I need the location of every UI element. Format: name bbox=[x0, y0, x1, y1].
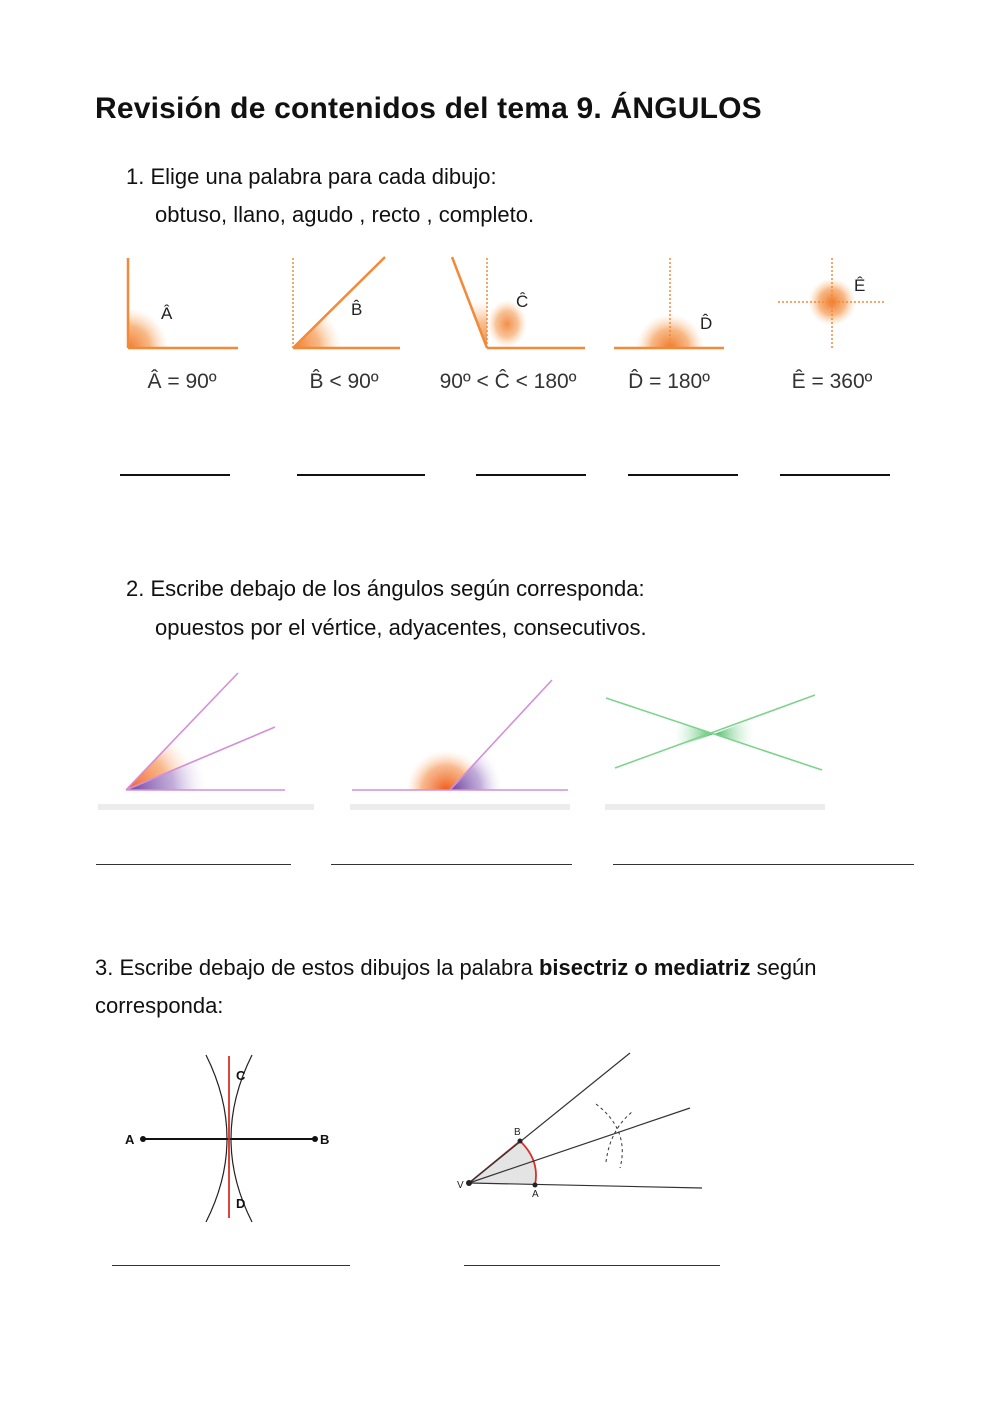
angle-e-formula: Ê = 360º bbox=[791, 370, 873, 393]
question-3-text-before: 3. Escribe debajo de estos dibujos la palabra bbox=[95, 955, 539, 980]
point-a-label: A bbox=[125, 1132, 135, 1147]
question-2-text: 2. Escribe debajo de los ángulos según corresponda: bbox=[126, 576, 645, 601]
angle-b-label: B̂ bbox=[351, 300, 363, 319]
point-d-label: D bbox=[236, 1196, 246, 1211]
point-b2-label: B bbox=[514, 1127, 521, 1138]
answer-blank-mediatrix[interactable] bbox=[112, 1265, 350, 1266]
point-a2-label: A bbox=[532, 1189, 539, 1200]
answer-blank-bisector[interactable] bbox=[464, 1265, 720, 1266]
angle-a-label: Â bbox=[161, 304, 173, 323]
page-title: Revisión de contenidos del tema 9. ÁNGULOS bbox=[95, 92, 762, 125]
angle-d-label: D̂ bbox=[700, 314, 713, 333]
question-3-text-after: según bbox=[750, 955, 817, 980]
point-v-label: V bbox=[457, 1180, 464, 1191]
question-1-options: obtuso, llano, agudo , recto , completo. bbox=[155, 202, 535, 227]
angle-d-formula: D̂ = 180º bbox=[628, 370, 710, 393]
point-b-label: B bbox=[320, 1132, 330, 1147]
mediatrix-figure bbox=[125, 1055, 329, 1222]
point-c-label: C bbox=[236, 1068, 246, 1083]
bisector-figure bbox=[457, 1053, 702, 1200]
angle-c-label: Ĉ bbox=[516, 292, 529, 311]
angle-a-formula: Â = 90º bbox=[147, 370, 217, 393]
angle-e-label: Ê bbox=[854, 276, 866, 295]
question-1-text: 1. Elige una palabra para cada dibujo: bbox=[126, 164, 497, 189]
question-3-keywords: bisectriz o mediatriz bbox=[538, 955, 751, 980]
question-2-options: opuestos por el vértice, adyacentes, consecutivos. bbox=[155, 615, 647, 640]
angle-b-formula: B̂ < 90º bbox=[309, 370, 379, 393]
question-3-text-line2: corresponda: bbox=[95, 993, 224, 1018]
angle-c-formula: 90º < Ĉ < 180º bbox=[439, 370, 577, 393]
